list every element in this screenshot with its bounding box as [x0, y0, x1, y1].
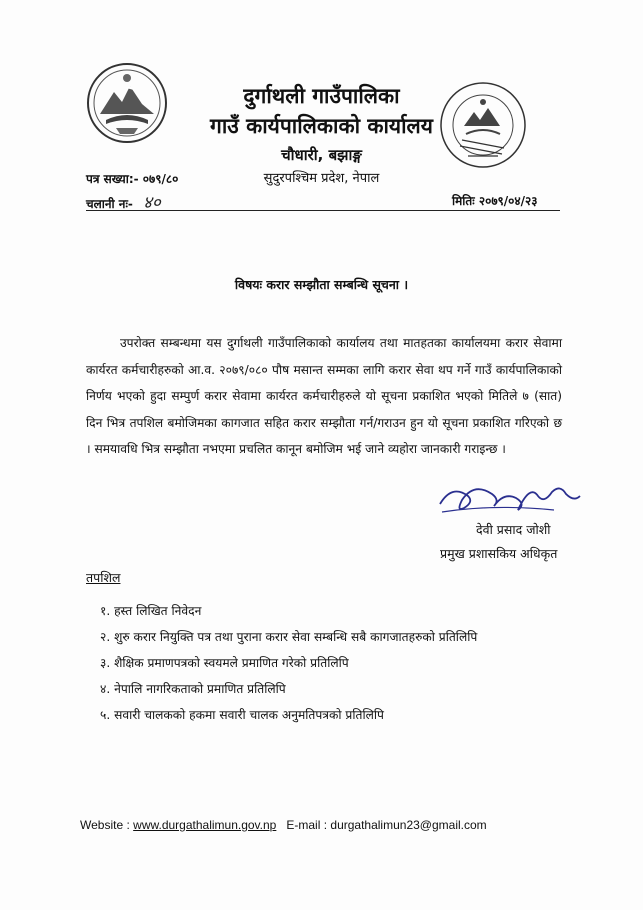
annex-list	[100, 598, 477, 728]
signatory-name: देवी प्रसाद जोशी	[476, 522, 551, 537]
website-label: Website :	[80, 818, 130, 832]
list-item: ५. सवारी चालकको हकमा सवारी चालक अनुमतिपत्रको प्रतिलिपि	[100, 708, 384, 722]
notice-body: उपरोक्त सम्बन्धमा यस दुर्गाथली गाउँपालिकाको कार्यालय तथा मातहतका कार्यालयमा करार सेवामा कार्यरत कर्मचारीहरुको आ.व. २०७९/०८० पौष मसान्त सम्मका लागि करार सेवा थप गर्ने गाउँ कार्यपालिकाको निर्णय भएको हुदा सम्पुर्ण करार सेवामा कार्यरत कर्मचारीहरुले यो सूचना प्रकाशित भएको मितिले ७ (सात) दिन भित्र तपशिल बमोजिमका कागजात सहित करार सम्झौता गर्न/गराउन हुन यो सूचना प्रकाशित गरिएको छ । समयावधि भित्र सम्झौता नभएमा प्रचलित कानून बमोजिम भई जाने व्यहोरा जानकारी गराइन्छ ।	[86, 336, 562, 456]
website-link[interactable]: www.durgathalimun.gov.np	[133, 818, 277, 832]
reference-number: पत्र सख्या:- ०७९/८०	[86, 172, 179, 186]
handwritten-signature-icon	[434, 474, 584, 522]
office-province: सुदुरपश्चिम प्रदेश, नेपाल	[263, 171, 380, 186]
dispatch-number: ४०	[143, 193, 161, 213]
letter-date: मितिः २०७९/०४/२३	[452, 194, 538, 208]
list-item: ३. शैक्षिक प्रमाणपत्रको स्वयमले प्रमाणित गरेको प्रतिलिपि	[100, 656, 349, 670]
list-item: ४. नेपालि नागरिकताको प्रमाणित प्रतिलिपि	[100, 682, 286, 696]
office-subtitle: गाउँ कार्यपालिकाको कार्यालय	[210, 114, 433, 138]
footer-contact	[80, 818, 487, 832]
office-name: दुर्गाथली गाउँपालिका	[243, 84, 400, 108]
annex-heading: तपशिल	[86, 570, 121, 585]
list-item: १. हस्त लिखित निवेदन	[100, 604, 202, 618]
letterhead-divider	[86, 210, 560, 211]
list-item: २. शुरु करार नियुक्ति पत्र तथा पुराना करार सेवा सम्बन्धि सबै कागजातहरुको प्रतिलिपि	[100, 630, 478, 644]
email-address[interactable]: durgathalimun23@gmail.com	[330, 818, 487, 832]
office-location: चौधारी, बझाङ्ग	[281, 146, 362, 164]
email-label: E-mail :	[286, 818, 328, 832]
dispatch-label: चलानी नः-	[86, 197, 133, 211]
signatory-title: प्रमुख प्रशासकिय अधिकृत	[440, 546, 558, 561]
subject-line: विषयः करार सम्झौता सम्बन्धि सूचना ।	[234, 277, 409, 292]
